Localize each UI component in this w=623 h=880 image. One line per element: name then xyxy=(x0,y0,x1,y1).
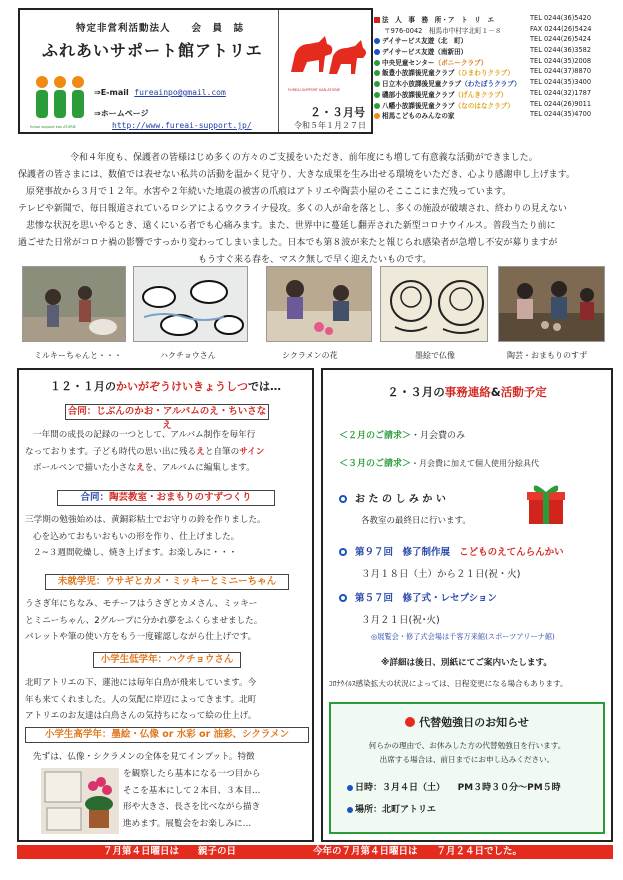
gift-icon xyxy=(523,480,569,526)
directory-fax: FAX 0244(26)5424 xyxy=(530,24,592,33)
club-nickname: （ひまわりクラブ） xyxy=(454,69,514,78)
venue-note: ◎展覧会・修了式会場は千客万来館(スポーツアリーナ館) xyxy=(371,632,555,641)
directory-name: 日立木小放課後児童クラブ xyxy=(382,80,462,89)
intro-line: もうすぐ来る春を、マスク無しで早く迎えたいものです。 xyxy=(198,255,432,265)
notice-line: 出席する場合は、前日までにお申し込みください。 xyxy=(379,755,555,764)
notice-place-row: 場所：北町アトリエ xyxy=(347,802,436,815)
ceremony-date: ３月２１日(祝･火) xyxy=(361,615,440,626)
footer-banner xyxy=(17,845,613,859)
directory-row xyxy=(374,35,610,46)
party-title: お た の し み か い xyxy=(339,490,446,505)
notice-title: 代替勉強日のお知らせ xyxy=(419,716,529,729)
homepage-row xyxy=(112,121,252,130)
covid-note: ｺﾛﾅｳｲﾙｽ感染拡大の状況によっては、日程変更になる場合もあります。 xyxy=(329,679,568,688)
directory-tel: TEL 0244(36)5420 xyxy=(530,14,592,22)
intro-line: 過ごせた日常がコロナ禍の影響ですっかり変わってしまいました。日本でも第８波が来たと報じられ感染者が急増し不安が募りますが xyxy=(18,238,558,248)
square-bullet-icon xyxy=(374,17,380,23)
intro-line: 令和４年度も、保護者の皆様はじめ多くの方々のご支援をいただき、前年度にも増して有意義な活動ができました。 xyxy=(70,153,538,163)
directory-tel: TEL 0244(35)2008 xyxy=(530,56,592,65)
schedule-heading: ２・３月の事務連絡&活動予定 xyxy=(387,385,547,399)
directory-name: 法 人 事 務 所・ア ト リ エ xyxy=(382,16,495,24)
ceremony-title: 第５７回 修了式・レセプション xyxy=(339,590,497,604)
photo-caption: シクラメンの花 xyxy=(282,351,338,360)
alternate-study-notice xyxy=(329,702,605,834)
photo-cyclamen xyxy=(266,266,372,342)
photo-caption: ハクチョウさん xyxy=(160,351,216,360)
directory-row xyxy=(374,57,610,68)
green-dot-icon xyxy=(374,81,380,87)
directory-row xyxy=(374,110,610,121)
mar-billing: ＜３月のご請求＞・月会費に加えて個人使用分絵具代 xyxy=(339,459,540,469)
directory-tel: TEL 0244(26)5424 xyxy=(530,35,592,44)
photo-buddha xyxy=(380,266,488,342)
party-text: 各教室の最終日に行います。 xyxy=(361,516,471,526)
cyclamen-photo-image xyxy=(41,768,119,834)
homepage-label: ⇒ホームページ xyxy=(94,109,149,118)
org-label: 特定非営利活動法人 会 員 誌 xyxy=(76,23,245,34)
section-tag-lower-grade: 小学生低学年：ハクチョウさん xyxy=(93,652,241,668)
photo-milky xyxy=(22,266,126,342)
footer-banner-right: 今年の７月第４日曜日は ７月２４日でした。 xyxy=(313,846,523,857)
horse-logo-caption: FUREAI SUPPORT KAN ATORIE xyxy=(288,88,340,92)
blue-dot-icon xyxy=(374,49,380,55)
footer-banner-left: ７月第４日曜日は 親子の日 xyxy=(103,846,237,857)
preschool-paragraph: うさぎ年にちなみ、モチーフはうさぎとカメさん、ミッキー とミニーちゃん、2グループに分かれ夢をふくらませました。 パレットや筆の使い方をもう一度確認しながら仕上げです。 xyxy=(25,599,263,642)
photo-milky-image xyxy=(23,267,126,342)
ring-bullet-icon xyxy=(339,548,347,556)
email-label: ⇒E-mail xyxy=(94,88,129,97)
directory-tel: TEL 0244(37)8870 xyxy=(530,67,592,76)
album-paragraph: 一年間の成長の記録の一つとして、アルバム制作を毎年行 なっております。子ども時代の思い出に残るえと自筆のサイン ボールペンで描いた小さなえを、アルバムに編集します。 xyxy=(25,430,265,473)
exhibition-title: 第９７回 修了制作展 こどものえてんらんかい xyxy=(339,544,564,558)
notice-line: 何らかの理由で、お休みした方の代替勉強日を行います。 xyxy=(368,741,566,750)
directory-row xyxy=(374,46,610,57)
directory-tel: TEL 0244(32)1787 xyxy=(530,88,592,97)
red-dot-icon xyxy=(405,717,415,727)
email-row xyxy=(94,88,226,97)
ring-bullet-icon xyxy=(339,495,347,503)
directory-name: 磯部小放課後児童クラブ xyxy=(382,90,455,99)
ceramics-paragraph: 三学期の勉強始めは、黄銅彩粘土でお守りの鈴を作りました。 心を込めておもいおもいの形を作り、仕上げました。 ２~３週間乾燥し、焼き上げます。お楽しみに・・・ xyxy=(25,515,266,558)
blue-dot-icon xyxy=(374,38,380,44)
directory-list xyxy=(374,14,610,121)
directory-tel: TEL 0244(35)4700 xyxy=(530,110,592,119)
detail-note: ※詳細は後日、別紙にてご案内いたします。 xyxy=(381,658,552,668)
photo-buddha-image xyxy=(381,267,488,342)
section-tag-album: 合同：じぶんのかお・アルバムのえ・ちいさなえ xyxy=(65,404,269,420)
art-class-report xyxy=(17,368,314,842)
intro-text xyxy=(18,150,605,269)
directory-row xyxy=(374,14,610,25)
directory-name: 八幡小放課後児童クラブ xyxy=(382,101,455,110)
directory-row xyxy=(374,25,610,36)
intro-line: 悲惨な状況を思いやるとき、遠くにいる者でも心痛みます。また、世界中に蔓延し翻弄された新型コロナウイルス。普段当たり前に xyxy=(26,221,556,231)
club-nickname: （わたぼうクラブ） xyxy=(461,80,521,89)
art-class-heading: １２・１月のかいがぞうけいきょうしつでは… xyxy=(50,380,281,393)
horses-logo-icon xyxy=(285,32,369,82)
section-tag-preschool: 未就学児：ウサギとカメ・ミッキーとミニーちゃん xyxy=(45,574,289,590)
directory-name: デイサービス友遊（北 町） xyxy=(382,37,468,46)
photo-swan xyxy=(133,266,248,342)
photo-caption: ミルキーちゃんと・・・ xyxy=(34,351,122,360)
directory-name: デイサービス友遊（南新田） xyxy=(382,48,468,57)
blue-dot-icon xyxy=(347,785,353,791)
issue-label: ２・３月号 xyxy=(310,106,365,119)
orange-dot-icon xyxy=(374,113,380,119)
directory-name: 中央児童センター xyxy=(382,58,435,67)
feb-billing: ＜２月のご請求＞・月会費のみ xyxy=(339,431,466,441)
directory-tel: TEL 0244(26)9011 xyxy=(530,99,592,108)
logo-caption: fureai support kan ATORIE xyxy=(30,125,76,129)
email-link[interactable]: fureainpo@gmail.com xyxy=(134,88,226,97)
people-logo-icon xyxy=(30,72,90,130)
intro-line: テレビや新聞で、毎日報道されているロシアによるウクライナ侵攻。多くの人が命を落とし、多くの施設が破壊され、終わりの見えない xyxy=(18,204,567,214)
lower-grade-paragraph: 北町アトリエの下、蓮池には毎年白鳥が飛来しています。今 年も来てくれました。人の気配に岸辺によってきます。北町 アトリエのお友達は白鳥さんの気持ちになって絵の仕上げ。 xyxy=(25,678,257,721)
directory-tel: TEL 0244(35)3400 xyxy=(530,78,592,87)
photo-swan-image xyxy=(134,267,248,342)
photo-cyclamen-image xyxy=(267,267,372,342)
ring-bullet-icon xyxy=(339,594,347,602)
directory-name: 相馬こどものみんなの家 xyxy=(382,112,455,121)
masthead xyxy=(18,8,373,134)
directory-name: 飯豊小放課後児童クラブ xyxy=(382,69,455,78)
upper-grade-paragraph-cont: を観察したら基本になる一つ目から そこを基本にして２本目、３本目… 形や大きさ、長さを比べながら描き 進めます。展覧会をお楽しみに… xyxy=(123,769,261,829)
upper-grade-paragraph: 先ずは、仏像・シクラメンの全体を見てインプット。特徴 xyxy=(33,752,255,762)
intro-line: 原発事故から３月で１２年。水害や２年続いた地震の被害の爪痕はアトリエや陶芸小屋のそこここにまだ残っています。 xyxy=(26,187,512,197)
schedule-box xyxy=(321,368,613,842)
section-tag-upper-grade: 小学生高学年：墨絵・仏像 or 水彩 or 油彩、シクラメン xyxy=(25,727,309,743)
club-nickname: （なのはなクラブ） xyxy=(454,101,514,110)
directory-address: 〒976-0042 相馬市中村字北町１－８ xyxy=(384,26,502,35)
exhibition-date: ３月１８日（土）から２１日(祝・火) xyxy=(361,569,521,580)
intro-line: 保護者の皆さまには、数値では表せない私共の活動を温かく見守り、大きな成果を生み出せる環境をいただき、心より感謝申し上げます。 xyxy=(18,170,575,180)
section-tag-ceramics: 合同：陶芸教室・おまもりのすずつくり xyxy=(57,490,275,506)
directory-tel: TEL 0244(36)3582 xyxy=(530,46,592,55)
green-dot-icon xyxy=(374,103,380,109)
photo-caption: 墨絵で仏像 xyxy=(415,351,455,360)
club-nickname: （げんきクラブ） xyxy=(454,90,508,99)
green-dot-icon xyxy=(374,60,380,66)
photo-ceramics xyxy=(498,266,605,342)
directory-row xyxy=(374,100,610,111)
directory-row xyxy=(374,67,610,78)
green-dot-icon xyxy=(374,70,380,76)
issue-date: 令和５年１月２７日 xyxy=(294,121,366,130)
club-nickname: （ボニークラブ） xyxy=(434,58,488,67)
newsletter-title: ふれあいサポート館アトリエ xyxy=(42,41,263,60)
photo-ceramics-image xyxy=(499,267,605,342)
directory-row xyxy=(374,89,610,100)
green-dot-icon xyxy=(374,92,380,98)
notice-date-row: 日時：３月４日（土） PM３時３０分～PM５時 xyxy=(347,780,561,793)
header-divider xyxy=(278,10,279,132)
blue-dot-icon xyxy=(347,807,353,813)
photo-caption: 陶芸・おまもりのすず xyxy=(507,351,588,360)
homepage-link[interactable]: http://www.fureai-support.jp/ xyxy=(112,121,252,130)
directory-row xyxy=(374,78,610,89)
notice-title-row xyxy=(331,714,603,730)
